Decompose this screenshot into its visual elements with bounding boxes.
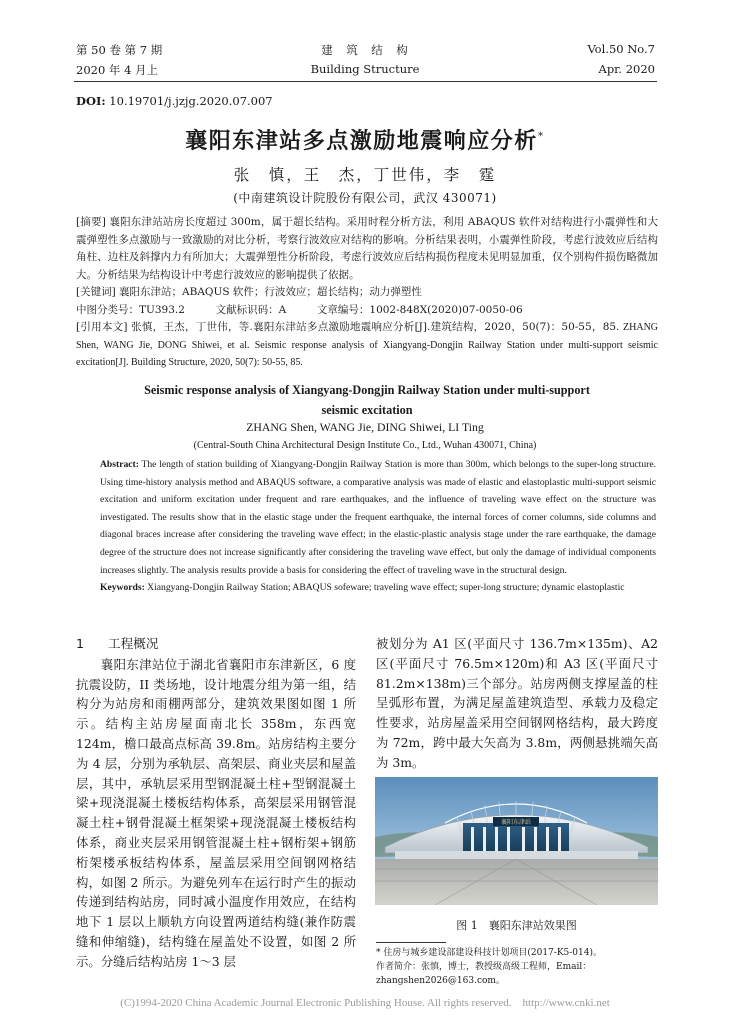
footnote-fund: * 住房与城乡建设部建设科技计划项目(2017-K5-014)。 [376, 948, 602, 958]
section1-heading [76, 634, 356, 654]
header-date-en: Apr. 2020 [598, 62, 655, 76]
header-journal-cn: 建 筑 结 构 [321, 43, 409, 57]
footnotes [376, 946, 658, 988]
header-date-cn: 2020 年 4 月上 [76, 63, 159, 77]
footnote-rule [376, 942, 446, 943]
header-journal-en: Building Structure [310, 62, 420, 76]
clc-label: 中图分类号： [76, 303, 139, 316]
abstract-cn-paragraph [76, 214, 658, 284]
station-rendering [375, 777, 658, 905]
station-sign: 襄阳东津站 [500, 819, 532, 826]
doi-label: DOI: [76, 94, 106, 108]
plaza [375, 859, 658, 905]
title-mark: * [537, 129, 545, 143]
doi-value: 10.19701/j.jzjg.2020.07.007 [109, 94, 273, 108]
title-text: 襄阳东津站多点激励地震响应分析 [185, 129, 538, 154]
footnote-author: 作者简介：张慎，博士，教授级高级工程师，Email：zhangshen2026@163.com。 [376, 962, 592, 986]
abstract-cn-text: 襄阳东津站站房长度超过 300m，属于超长结构。采用时程分析方法，利用 ABAQUS 软件对结构进行小震弹性和大震弹塑性多点激励与一致激励的对比分析，考察行波效应对结构的影响。分析结果表明，小震弹性阶段，考虑行波效应后结构角柱、边柱及斜撑内力有所加大；大震弹塑性分析阶段，考虑行波效应后结构损伤程度未见明显加重，仅个别构件损伤略微加大。分析结果为结构设计中考虑行波效应的影响提供了依据。 [76, 216, 658, 281]
glass-facade [463, 823, 569, 855]
keywords-cn-text: 襄阳东津站；ABAQUS 软件；行波效应；超长结构；动力弹塑性 [119, 286, 422, 298]
authors-cn: 张 慎，王 杰，丁世伟，李 霆 [233, 166, 497, 184]
footer-copyright: (C)1994-2020 China Academic Journal Electronic Publishing House. All rights reserved. http://www.cnki.net [120, 997, 610, 1009]
article-label: 文章编号： [316, 303, 370, 316]
title-cn [0, 124, 730, 155]
left-column [76, 634, 356, 972]
figure-1-image [375, 777, 658, 905]
title-en-line2: seismic excitation [321, 403, 413, 417]
title-en-line1: Seismic response analysis of Xiangyang-Dongjin Railway Station under multi-support [144, 383, 590, 397]
keywords-en-label: Keywords: [100, 582, 145, 594]
doc-value: A [278, 303, 287, 316]
article-value: 1002-848X(2020)07-0050-06 [369, 303, 523, 316]
abstract-en-label: Abstract: [100, 459, 139, 470]
abstract-cn-label: [摘要] [76, 216, 106, 228]
header-volume-cn: 第 50 卷 第 7 期 [76, 43, 163, 57]
abstract-en-text: The length of station building of Xiangyang-Dongjin Railway Station is more than 300m, which belongs to the super-long structure. Using time-history analysis method and ABAQUS software, a comparative analysis was made of elastic and elastoplastic multi-support seismic excitation and uniform excitation under frequent and rare earthquakes, and the influence of traveling wave effect on the structure was investigated. The results show that in the elastic stage under the frequent earthquake, the internal forces of corner columns, side columns and diagonal braces increase after considering the traveling wave effect; in the elastic-plastic analysis stage under the rare earthquake, the damage degree of the structure does not increase significantly after considering the traveling wave effect, but only the damage of individual components increases slightly. The analysis results provide a basis for considering the effect of traveling wave in the structural design. [100, 459, 656, 576]
abstract-en-paragraph [100, 456, 656, 579]
citation-cn: 张慎，王杰，丁世伟，等.襄阳东津站多点激励地震响应分析[J].建筑结构，2020，50(7)：50-55，85. [131, 321, 620, 333]
doi [76, 94, 273, 108]
authors-en: ZHANG Shen, WANG Jie, DING Shiwei, LI Ting [246, 420, 484, 434]
station-base [395, 851, 638, 859]
section1-number: 1 [76, 636, 85, 651]
title-en [76, 380, 658, 420]
keywords-en [100, 579, 656, 597]
affiliation-en: (Central-South China Architectural Design Institute Co., Ltd., Wuhan 430071, China) [193, 440, 537, 451]
keywords-en-text: Xiangyang-Dongjin Railway Station; ABAQUS sofeware; traveling wave effect; super-long structure; dynamic elastoplastic [147, 582, 625, 594]
section1-para1: 襄阳东津站位于湖北省襄阳市东津新区，6 度抗震设防，II 类场地，设计地震分组为第一组，结构分为站房和雨棚两部分，建筑效果图如图 1 所示。结构主站房屋面南北长 358m，东西宽 124m，檐口最高点标高 39.8m。站房结构主要分为 4 层，分别为承轨层、高架层、商业夹层和屋盖层，其中，承轨层采用型钢混凝土柱+型钢混凝土梁+现浇混凝土楼板结构体系，高架层采用钢管混凝土柱+钢骨混凝土框架梁+现浇混凝土楼板结构体系，商业夹层采用钢管混凝土柱+钢桁架+钢筋桁架楼承板结构体系，屋盖层采用空间钢网格结构，如图 2 所示。为避免列车在运行时产生的振动传递到结构站房，同时减小温度作用效应，在结构地下 1 层以上顺轨方向设置两道结构缝(兼作防震缝和伸缩缝)，结构缝在屋盖处不设置，如图 2 所示。分缝后结构站房 1～3 层 [76, 656, 356, 969]
citation-label: [引用本文] [76, 321, 128, 333]
header-volume-en: Vol.50 No.7 [587, 42, 655, 56]
classification [76, 302, 658, 320]
doc-label: 文献标识码： [215, 303, 279, 316]
affiliation-cn: (中南建筑设计院股份有限公司，武汉 430071) [233, 191, 497, 205]
figure-1-caption: 图 1 襄阳东津站效果图 [456, 919, 577, 932]
citation-en: ZHANG Shen, WANG Jie, DONG Shiwei, et al. Seismic response analysis of Xiangyang-Dongjin Railway Station under multi-support seismic excitation[J]. Building Structure, 2020, 50(7): 50-55, 85. [76, 322, 659, 368]
keywords-cn-label: [关键词] [76, 286, 116, 298]
header-rule [74, 81, 657, 82]
citation [76, 319, 658, 372]
right-column-para: 被划分为 A1 区(平面尺寸 136.7m×135m)、A2 区(平面尺寸 76.5m×120m)和 A3 区(平面尺寸 81.2m×138m)三个部分。站房两侧支撑屋盖的柱呈弧形布置，为满足屋盖建筑造型、承载力及稳定性要求，站房屋盖采用空间钢网格结构，最大跨度为 72m，跨中最大矢高为 3.8m，两侧悬挑端矢高为 3m。 [376, 636, 658, 770]
keywords-cn [76, 284, 658, 302]
abstract-en [100, 456, 656, 597]
clc-value: TU393.2 [139, 303, 185, 316]
abstract-cn [76, 214, 658, 372]
section1-title: 工程概况 [108, 636, 159, 651]
